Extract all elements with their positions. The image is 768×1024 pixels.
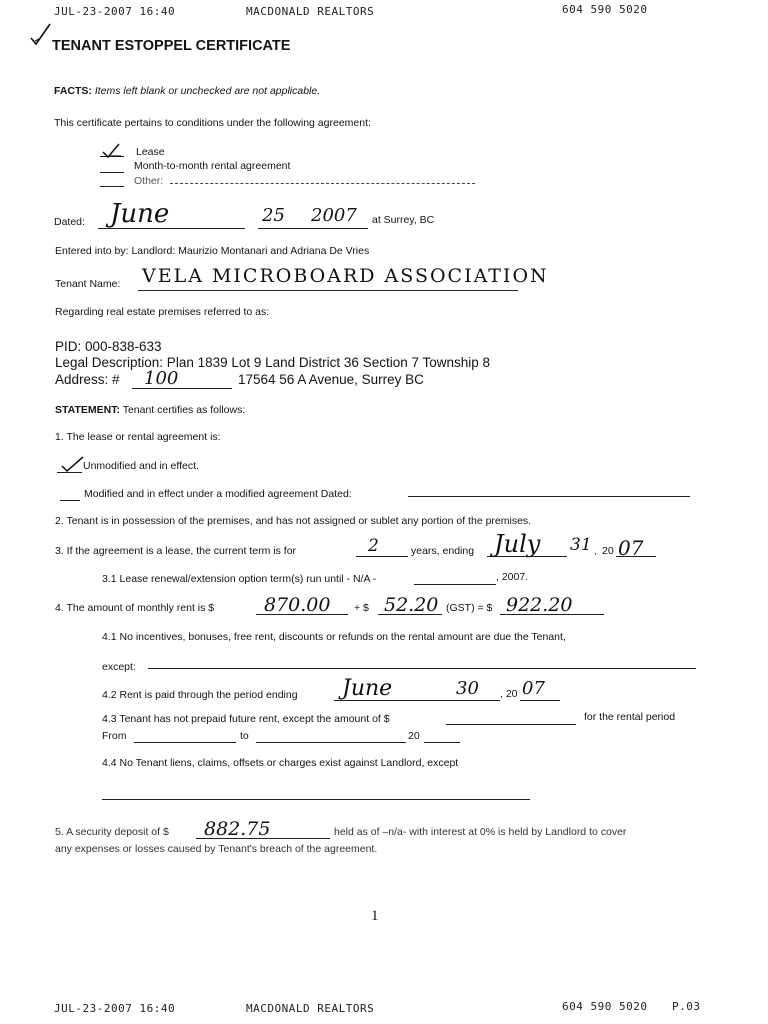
renewal-year: , 2007. — [496, 571, 529, 583]
paid-month-value: June — [342, 676, 393, 701]
period-year-label: 20 — [408, 730, 420, 742]
other-check-line — [100, 186, 124, 187]
address-unit-value: 100 — [144, 368, 179, 389]
modified-date-line — [408, 496, 690, 497]
item1-opt2-line — [60, 500, 80, 501]
facts-text: Items left blank or unchecked are not applicable. — [94, 85, 321, 97]
item3-month-value: July — [494, 530, 541, 558]
regarding-text: Regarding real estate premises referred to as: — [55, 306, 270, 318]
month-check-line — [100, 172, 124, 173]
item3-renewal: 3.1 Lease renewal/extension option term(s) run until - N/A - — [102, 573, 377, 585]
item3-term-line — [356, 556, 408, 557]
pid-text: PID: 000-838-633 — [55, 339, 162, 354]
gst-value: 52.20 — [384, 594, 439, 616]
from-line — [134, 742, 236, 743]
statement-line — [55, 404, 245, 416]
rent-value: 870.00 — [264, 594, 331, 616]
item3-text: 3. If the agreement is a lease, the current term is for — [55, 545, 297, 557]
paid-year-value: 07 — [522, 678, 545, 699]
rent-plus: + $ — [354, 602, 369, 614]
tenant-name-line — [138, 290, 518, 291]
entered-into-text: Entered into by: Landlord: Maurizio Montanari and Adriana De Vries — [55, 245, 370, 257]
item5-text-cont: held as of –n/a- with interest at 0% is held by Landlord to cover — [334, 826, 627, 838]
item4-2-text: 4.2 Rent is paid through the period ending — [102, 689, 298, 701]
renewal-line — [414, 584, 496, 585]
option-month-to-month: Month-to-month rental agreement — [134, 160, 291, 172]
option-lease: Lease — [136, 146, 165, 158]
page-number: 1 — [371, 908, 379, 924]
facts-label: FACTS: — [54, 85, 92, 97]
liens-line — [102, 799, 530, 800]
item3-comma: , — [594, 545, 597, 557]
item3-year-value: 07 — [618, 536, 644, 560]
item4-4-text: 4.4 No Tenant liens, claims, offsets or charges exist against Landlord, except — [102, 757, 459, 769]
item1-modified: Modified and in effect under a modified agreement Dated: — [84, 488, 352, 500]
address-label: Address: # — [55, 372, 120, 387]
deposit-value: 882.75 — [204, 818, 271, 840]
statement-label: STATEMENT: — [55, 404, 120, 416]
other-field-line — [170, 183, 475, 184]
fax-header-phone: 604 590 5020 — [562, 3, 648, 16]
item4-3-text: 4.3 Tenant has not prepaid future rent, except the amount of $ — [102, 713, 390, 725]
dated-month-value: June — [110, 199, 170, 229]
paid-year-line — [520, 700, 560, 701]
dated-location: at Surrey, BC — [372, 214, 435, 226]
except-line — [148, 668, 696, 669]
facts-line — [54, 85, 320, 97]
page-title: TENANT ESTOPPEL CERTIFICATE — [52, 38, 291, 54]
item3-century: 20 — [602, 545, 614, 557]
tenant-name-label: Tenant Name: — [55, 278, 121, 290]
item3-term-value: 2 — [368, 536, 379, 556]
item1-unmodified: Unmodified and in effect. — [83, 460, 199, 472]
fax-header-datetime: JUL-23-2007 16:40 — [54, 5, 176, 18]
item2-text: 2. Tenant is in possession of the premises, and has not assigned or sublet any portion of the premises. — [55, 515, 532, 527]
fax-header-sender: MACDONALD REALTORS — [246, 5, 375, 18]
fax-footer-datetime: JUL-23-2007 16:40 — [54, 1002, 176, 1015]
item1-text: 1. The lease or rental agreement is: — [55, 431, 221, 443]
checkmark-icon — [28, 22, 54, 48]
fax-footer-sender: MACDONALD REALTORS — [246, 1002, 375, 1015]
item4-1-except: except: — [102, 661, 136, 673]
item4-3-period: for the rental period — [584, 711, 676, 723]
dated-year-value: 2007 — [311, 205, 357, 226]
to-label: to — [240, 730, 249, 742]
tenant-name-value: VELA MICROBOARD ASSOCIATION — [142, 265, 549, 287]
legal-description: Legal Description: Plan 1839 Lot 9 Land District 36 Section 7 Township 8 — [55, 355, 491, 370]
from-label: From — [102, 730, 127, 742]
option-other: Other: — [134, 175, 164, 187]
gst-label: (GST) = $ — [446, 602, 493, 614]
paid-day-line — [440, 700, 500, 701]
prepaid-amount-line — [446, 724, 576, 725]
item3-years-ending: years, ending — [411, 545, 475, 557]
period-year-line — [424, 742, 460, 743]
fax-footer-phone: 604 590 5020 — [562, 1000, 648, 1013]
dated-label: Dated: — [54, 216, 85, 228]
address-street: 17564 56 A Avenue, Surrey BC — [238, 372, 424, 387]
total-value: 922.20 — [506, 594, 573, 616]
fax-footer-page: P.03 — [672, 1000, 701, 1013]
item3-day-value: 31 — [570, 535, 592, 555]
statement-text: Tenant certifies as follows: — [122, 404, 246, 416]
paid-century: , 20 — [500, 688, 518, 700]
item4-1-text: 4.1 No incentives, bonuses, free rent, discounts or refunds on the rental amount are due the Tenant, — [102, 631, 566, 643]
item4-text: 4. The amount of monthly rent is $ — [55, 602, 215, 614]
dated-day-line — [258, 228, 368, 229]
item5-line2: any expenses or losses caused by Tenant's breach of the agreement. — [55, 843, 378, 855]
to-line — [256, 742, 406, 743]
item5-text: 5. A security deposit of $ — [55, 826, 169, 838]
paid-day-value: 30 — [456, 678, 479, 699]
pertains-text: This certificate pertains to conditions under the following agreement: — [54, 117, 371, 129]
dated-day-value: 25 — [262, 205, 285, 226]
lease-checkmark-icon — [101, 143, 125, 159]
